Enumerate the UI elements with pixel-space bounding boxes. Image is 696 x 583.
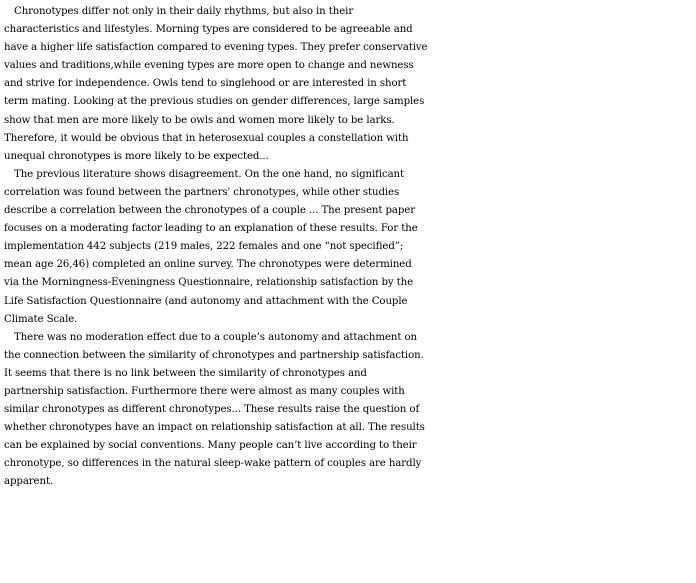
text-line: the connection between the similarity of chronotypes and partnership satisfaction.: [4, 349, 424, 361]
text-line: There was no moderation effect due to a couple’s autonomy and attachment on: [14, 331, 417, 343]
text-line: correlation was found between the partners' chronotypes, while other studies: [4, 186, 400, 198]
text-line: show that men are more likely to be owls and women more likely to be larks.: [4, 114, 395, 126]
text-line: Therefore, it would be obvious that in heterosexual couples a constellation with: [4, 132, 409, 144]
text-line: The previous literature shows disagreement. On the one hand, no significant: [14, 168, 405, 180]
paragraph-2: [0, 166, 696, 329]
text-line: apparent.: [4, 476, 54, 488]
text-line: It seems that there is no link between the similarity of chronotypes and: [4, 367, 367, 379]
paragraph-1: [0, 3, 696, 166]
text-line: Climate Scale.: [4, 313, 78, 325]
text-line: Life Satisfaction Questionnaire (and autonomy and attachment with the Couple: [4, 295, 408, 307]
text-line: have a higher life satisfaction compared to evening types. They prefer conservative: [4, 42, 428, 54]
text-line: and strive for independence. Owls tend to singlehood or are interested in short: [4, 78, 407, 90]
text-line: implementation 442 subjects (219 males, 222 females and one “not specified”;: [4, 241, 404, 253]
paragraph-3: [0, 329, 696, 492]
text-line: chronotype, so differences in the natural sleep-wake pattern of couples are hardly: [4, 458, 422, 470]
text-line: whether chronotypes have an impact on relationship satisfaction at all. The results: [4, 422, 425, 434]
text-line: describe a correlation between the chronotypes of a couple ... The present paper: [4, 205, 415, 217]
text-line: unequal chronotypes is more likely to be expected...: [4, 150, 269, 162]
text-line: focuses on a moderating factor leading to an explanation of these results. For the: [4, 223, 418, 235]
text-line: can be explained by social conventions. Many people can’t live according to their: [4, 440, 417, 452]
text-line: mean age 26,46) completed an online survey. The chronotypes were determined: [4, 259, 412, 271]
text-line: via the Morningness-Eveningness Questionnaire, relationship satisfaction by the: [4, 277, 414, 289]
text-line: similar chronotypes as different chronotypes... These results raise the question of: [4, 404, 420, 416]
text-line: term mating. Looking at the previous studies on gender differences, large samples: [4, 96, 425, 108]
text-line: characteristics and lifestyles. Morning types are considered to be agreeable and: [4, 24, 413, 36]
text-line: Chronotypes differ not only in their daily rhythms, but also in their: [14, 6, 354, 17]
text-line: partnership satisfaction. Furthermore there were almost as many couples with: [4, 385, 405, 397]
text-line: values and traditions,while evening types are more open to change and newness: [4, 60, 414, 72]
